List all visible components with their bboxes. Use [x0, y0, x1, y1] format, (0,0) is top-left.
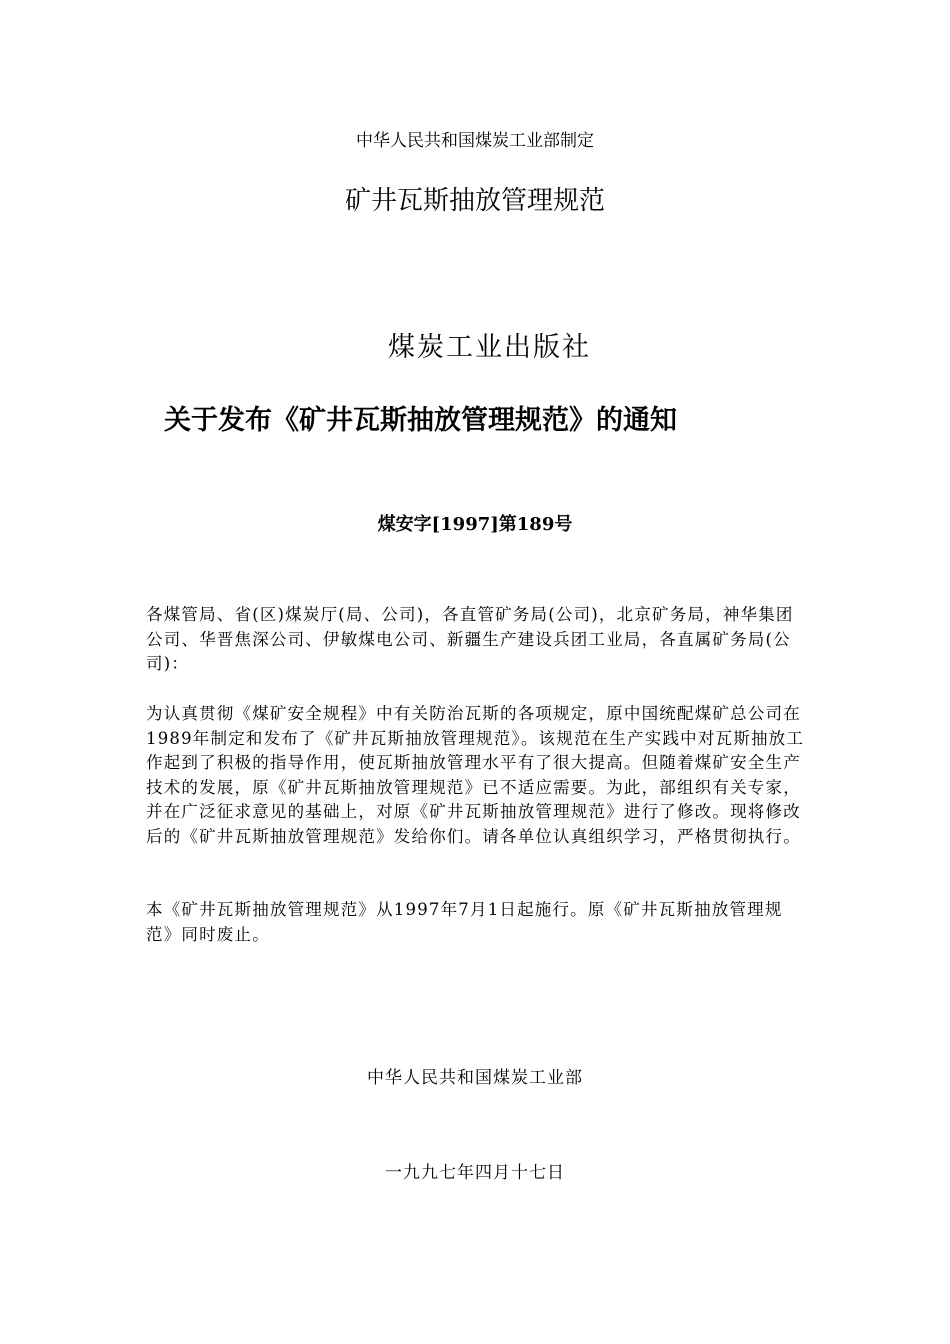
body-paragraph-2: 本《矿井瓦斯抽放管理规范》从1997年7月1日起施行。原《矿井瓦斯抽放管理规范》同时废止。 — [146, 900, 783, 944]
body-paragraph-1: 为认真贯彻《煤矿安全规程》中有关防治瓦斯的各项规定，原中国统配煤矿总公司在1989年制定和发布了《矿井瓦斯抽放管理规范》。该规范在生产实践中对瓦斯抽放工作起到了积极的指导作用，使瓦斯抽放管理水平有了很大提高。但随着煤矿安全生产技术的发展，原《矿井瓦斯抽放管理规范》已不适应需要。为此，部组织有关专家，并在广泛征求意见的基础上，对原《矿井瓦斯抽放管理规范》进行了修改。现将修改后的《矿井瓦斯抽放管理规范》发给你们。请各单位认真组织学习，严格贯彻执行。 — [146, 704, 805, 846]
notice-title: 关于发布《矿井瓦斯抽放管理规范》的通知 — [164, 405, 677, 436]
publisher-name: 煤炭工业出版社 — [388, 332, 591, 363]
document-title: 矿井瓦斯抽放管理规范 — [344, 186, 605, 216]
issue-date: 一九九七年四月十七日 — [385, 1163, 565, 1183]
issuer-line: 中华人民共和国煤炭工业部制定 — [356, 131, 594, 151]
signing-authority: 中华人民共和国煤炭工业部 — [367, 1068, 583, 1088]
document-number: 煤安字[1997]第189号 — [377, 514, 573, 535]
addressees-paragraph: 各煤管局、省(区)煤炭厅(局、公司)，各直管矿务局(公司)，北京矿务局，神华集团公司、华晋焦深公司、伊敏煤电公司、新疆生产建设兵团工业局，各直属矿务局(公司)： — [146, 605, 794, 673]
